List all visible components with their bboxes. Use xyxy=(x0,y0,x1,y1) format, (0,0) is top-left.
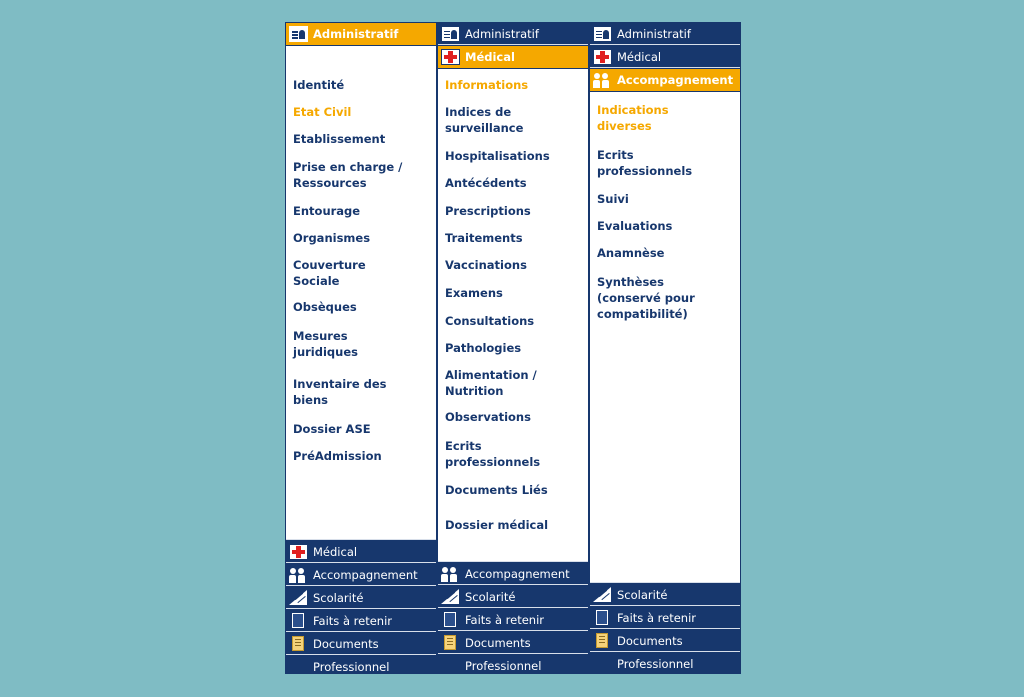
section-header-faits[interactable] xyxy=(590,607,740,629)
menu-item[interactable]: Couverture Sociale xyxy=(293,258,366,288)
section-items-medical xyxy=(438,69,588,562)
menu-item[interactable]: Observations xyxy=(445,410,531,424)
menu-item[interactable]: Anamnèse xyxy=(597,246,665,260)
section-label: Administratif xyxy=(617,26,691,41)
section-label: Médical xyxy=(465,50,515,64)
section-header-documents[interactable] xyxy=(590,630,740,652)
menu-item[interactable]: Inventaire des biens xyxy=(293,377,387,407)
section-header-accompagnement[interactable] xyxy=(590,69,740,91)
menu-item[interactable]: Traitements xyxy=(445,231,523,245)
section-header-professionnel[interactable] xyxy=(590,653,740,674)
menu-item[interactable]: Indices de surveillance xyxy=(445,105,524,135)
section-label: Scolarité xyxy=(617,587,668,602)
section-header-medical[interactable] xyxy=(438,46,588,68)
menu-item[interactable]: Hospitalisations xyxy=(445,149,550,163)
menu-item-selected[interactable]: Indications diverses xyxy=(597,103,669,133)
id-card-icon xyxy=(593,26,612,42)
menu-item[interactable]: Ecrits professionnels xyxy=(597,148,693,178)
section-label: Documents xyxy=(313,636,379,651)
people-icon xyxy=(289,567,308,583)
id-card-icon xyxy=(289,26,308,42)
menu-item[interactable]: Obsèques xyxy=(293,300,357,314)
menu-item[interactable]: Prescriptions xyxy=(445,204,531,218)
nav-panel-accompagnement xyxy=(589,22,741,674)
menu-item[interactable]: Vaccinations xyxy=(445,258,527,272)
section-label: Administratif xyxy=(313,27,399,41)
section-label: Scolarité xyxy=(313,590,364,605)
section-label: Faits à retenir xyxy=(313,613,393,628)
section-header-faits[interactable] xyxy=(438,609,588,631)
section-header-administratif[interactable] xyxy=(438,23,588,45)
section-header-administratif[interactable] xyxy=(286,23,436,45)
section-header-medical[interactable] xyxy=(590,46,740,68)
section-header-scolarite[interactable] xyxy=(590,584,740,606)
menu-item[interactable]: Etablissement xyxy=(293,132,386,146)
section-header-scolarite[interactable] xyxy=(286,587,436,609)
section-label: Scolarité xyxy=(465,589,516,604)
menu-item[interactable]: Mesures juridiques xyxy=(293,329,358,359)
menu-item-selected[interactable]: Etat Civil xyxy=(293,105,352,119)
section-label: Professionnel xyxy=(313,659,390,674)
section-items-accompagnement xyxy=(590,92,740,583)
section-label: Documents xyxy=(465,635,531,650)
ruler-triangle-icon xyxy=(593,587,612,603)
section-header-accompagnement[interactable] xyxy=(286,564,436,586)
menu-item[interactable]: Dossier médical xyxy=(445,518,549,532)
notebook-icon xyxy=(593,610,612,626)
section-label: Médical xyxy=(617,49,662,64)
section-label: Administratif xyxy=(465,26,539,41)
menu-item[interactable]: Organismes xyxy=(293,231,371,245)
notebook-icon xyxy=(441,612,460,628)
section-header-professionnel[interactable] xyxy=(438,655,588,674)
menu-item[interactable]: Dossier ASE xyxy=(293,422,371,436)
menu-item[interactable]: Antécédents xyxy=(445,176,527,190)
section-header-documents[interactable] xyxy=(438,632,588,654)
menu-item[interactable]: Consultations xyxy=(445,314,535,328)
section-header-medical[interactable] xyxy=(286,541,436,563)
section-label: Documents xyxy=(617,633,683,648)
section-header-administratif[interactable] xyxy=(590,23,740,45)
section-header-documents[interactable] xyxy=(286,633,436,655)
menu-item[interactable]: Alimentation / Nutrition xyxy=(445,368,537,398)
people-icon xyxy=(441,566,460,582)
menu-item[interactable]: Prise en charge / Ressources xyxy=(293,160,403,190)
menu-item[interactable]: PréAdmission xyxy=(293,449,382,463)
document-icon xyxy=(593,633,612,649)
document-icon xyxy=(441,635,460,651)
menu-item[interactable]: Documents Liés xyxy=(445,483,548,497)
red-cross-icon xyxy=(289,544,308,560)
menu-item[interactable]: Synthèses (conservé pour compatibilité) xyxy=(597,275,695,321)
ruler-triangle-icon xyxy=(289,590,308,606)
document-icon xyxy=(289,636,308,652)
nav-panel-medical xyxy=(437,22,589,674)
section-label: Faits à retenir xyxy=(465,612,545,627)
menu-item[interactable]: Suivi xyxy=(597,192,629,206)
red-cross-icon xyxy=(441,49,460,65)
nav-panel-administratif xyxy=(285,22,437,674)
section-label: Professionnel xyxy=(617,656,694,671)
menu-item[interactable]: Entourage xyxy=(293,204,361,218)
red-cross-icon xyxy=(593,49,612,65)
section-label: Accompagnement xyxy=(313,567,418,582)
menu-item[interactable]: Identité xyxy=(293,78,345,92)
section-label: Accompagnement xyxy=(617,73,734,87)
menu-item[interactable]: Ecrits professionnels xyxy=(445,439,541,469)
section-label: Faits à retenir xyxy=(617,610,697,625)
section-header-professionnel[interactable] xyxy=(286,656,436,674)
section-label: Accompagnement xyxy=(465,566,570,581)
section-header-scolarite[interactable] xyxy=(438,586,588,608)
menu-item[interactable]: Evaluations xyxy=(597,219,673,233)
section-items-administratif xyxy=(286,46,436,540)
id-card-icon xyxy=(441,26,460,42)
section-header-accompagnement[interactable] xyxy=(438,563,588,585)
ruler-triangle-icon xyxy=(441,589,460,605)
section-header-faits[interactable] xyxy=(286,610,436,632)
notebook-icon xyxy=(289,613,308,629)
section-label: Professionnel xyxy=(465,658,542,673)
people-icon xyxy=(593,72,612,88)
menu-item[interactable]: Examens xyxy=(445,286,503,300)
section-label: Médical xyxy=(313,544,358,559)
menu-item-selected[interactable]: Informations xyxy=(445,78,529,92)
menu-item[interactable]: Pathologies xyxy=(445,341,522,355)
